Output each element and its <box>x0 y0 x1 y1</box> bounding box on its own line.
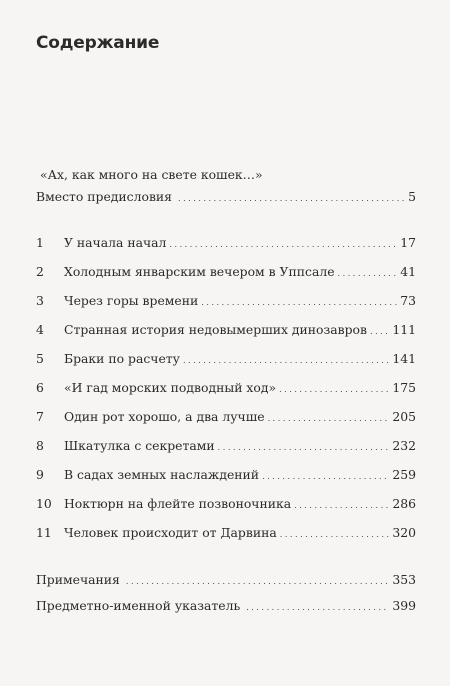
chapter-title: Человек происходит от Дарвина <box>64 525 277 540</box>
chapter-number: 6 <box>36 380 44 395</box>
leader-dots <box>279 380 389 395</box>
chapter-title: У начала начал <box>64 235 167 250</box>
chapter-title: Один рот хорошо, а два лучше <box>64 409 265 424</box>
intro-title-line <box>40 167 263 185</box>
chapter-page: 320 <box>392 525 416 540</box>
toc-entry-chapter-11[interactable] <box>36 525 416 543</box>
toc-entry-chapter-9[interactable] <box>36 467 416 485</box>
toc-entry-chapter-8[interactable] <box>36 438 416 456</box>
chapter-page: 286 <box>392 496 416 511</box>
chapter-number: 9 <box>36 467 44 482</box>
backmatter-page: 399 <box>392 598 416 613</box>
chapter-number: 5 <box>36 351 44 366</box>
leader-dots <box>268 409 390 424</box>
toc-entry-chapter-5[interactable] <box>36 351 416 369</box>
chapter-title: Холодным январским вечером в Уппсале <box>64 264 335 279</box>
toc-entry-chapter-6[interactable] <box>36 380 416 398</box>
intro-title: «Ах, как много на свете кошек…» <box>40 167 263 182</box>
toc-entry-intro[interactable] <box>36 189 416 207</box>
chapter-page: 41 <box>400 264 416 279</box>
leader-dots <box>280 525 390 540</box>
leader-dots <box>218 438 390 453</box>
leader-dots <box>338 264 398 279</box>
chapter-number: 2 <box>36 264 44 279</box>
toc-entry-index[interactable] <box>36 598 416 616</box>
chapter-page: 205 <box>392 409 416 424</box>
backmatter-title: Предметно-именной указатель <box>36 598 241 613</box>
chapter-number: 10 <box>36 496 52 511</box>
toc-entry-notes[interactable] <box>36 572 416 590</box>
chapter-number: 4 <box>36 322 44 337</box>
leader-dots <box>262 467 389 482</box>
chapter-title: Странная история недовымерших динозавров <box>64 322 367 337</box>
backmatter-page: 353 <box>392 572 416 587</box>
leader-dots <box>169 235 397 250</box>
chapter-number: 7 <box>36 409 44 424</box>
chapter-number: 11 <box>36 525 52 540</box>
chapter-number: 8 <box>36 438 44 453</box>
chapter-title: Через горы времени <box>64 293 199 308</box>
leader-dots <box>126 572 389 587</box>
toc-entry-chapter-3[interactable] <box>36 293 416 311</box>
chapter-number: 3 <box>36 293 44 308</box>
toc-entry-chapter-4[interactable] <box>36 322 416 340</box>
leader-dots <box>246 598 389 613</box>
toc-entry-chapter-10[interactable] <box>36 496 416 514</box>
chapter-page: 175 <box>392 380 416 395</box>
toc-entry-chapter-2[interactable] <box>36 264 416 282</box>
chapter-page: 17 <box>400 235 416 250</box>
page-title: Содержание <box>36 33 160 53</box>
leader-dots <box>294 496 389 511</box>
leader-dots <box>183 351 389 366</box>
toc-entry-title: Вместо предисловия <box>36 189 173 204</box>
chapter-title: В садах земных наслаждений <box>64 467 260 482</box>
chapter-page: 141 <box>392 351 416 366</box>
chapter-page: 232 <box>392 438 416 453</box>
leader-dots <box>370 322 389 337</box>
toc-entry-chapter-1[interactable] <box>36 235 416 253</box>
chapter-title: Браки по расчету <box>64 351 180 366</box>
chapter-page: 259 <box>392 467 416 482</box>
chapter-title: Шкатулка с секретами <box>64 438 215 453</box>
backmatter-title: Примечания <box>36 572 120 587</box>
toc-entry-chapter-7[interactable] <box>36 409 416 427</box>
leader-dots <box>178 189 405 204</box>
toc-entry-page: 5 <box>408 189 416 204</box>
chapter-page: 111 <box>392 322 416 337</box>
chapter-title: «И гад морских подводный ход» <box>64 380 277 395</box>
chapter-number: 1 <box>36 235 44 250</box>
chapter-title: Ноктюрн на флейте позвоночника <box>64 496 292 511</box>
chapter-page: 73 <box>400 293 416 308</box>
leader-dots <box>201 293 397 308</box>
